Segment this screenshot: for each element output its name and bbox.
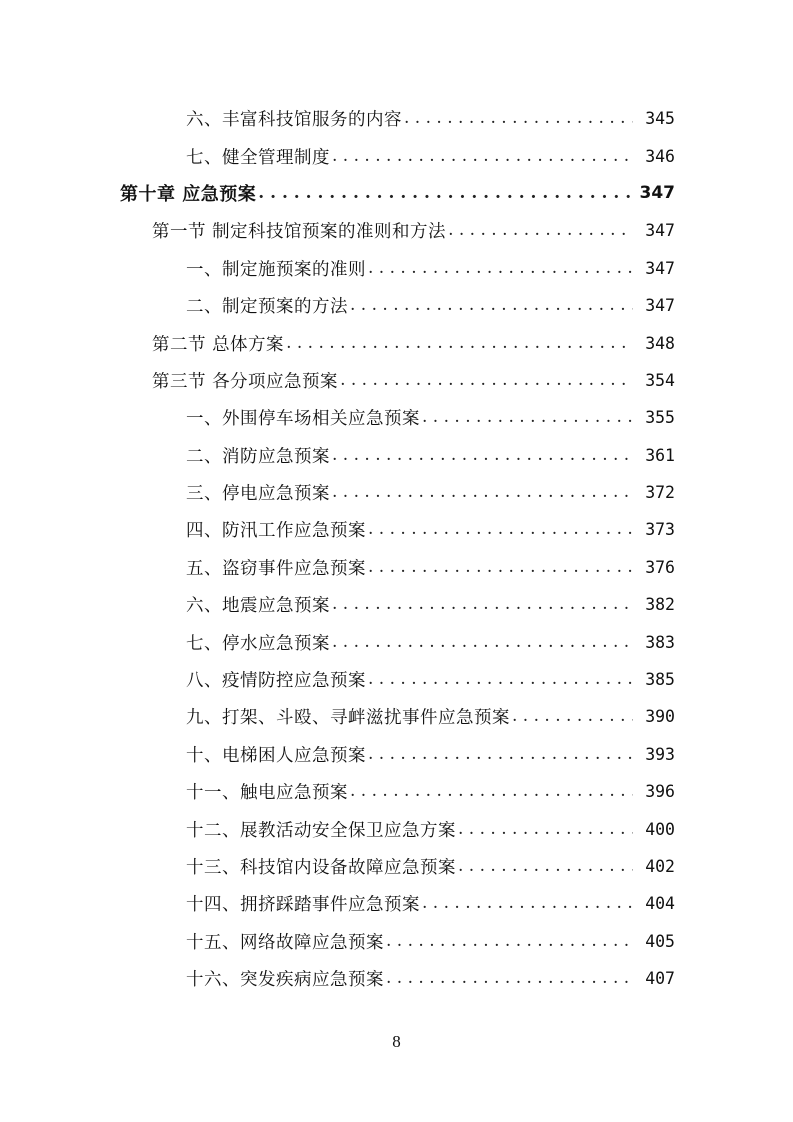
dot-leader — [512, 708, 633, 725]
toc-entry-title: 六、丰富科技馆服务的内容 — [186, 110, 402, 131]
toc-entry-page: 383 — [645, 632, 675, 652]
toc-entry-title: 六、地震应急预案 — [186, 596, 330, 617]
toc-entry-title: 十一、触电应急预案 — [186, 783, 348, 804]
toc-section-entry[interactable] — [0, 362, 675, 399]
toc-entry-title: 十三、科技馆内设备故障应急预案 — [186, 858, 456, 878]
toc-entry-title: 十五、网络故障应急预案 — [186, 932, 384, 953]
toc-entry-page: 373 — [645, 520, 675, 540]
dot-leader — [368, 671, 633, 688]
toc-entry[interactable] — [0, 511, 675, 548]
toc-entry-page: 407 — [645, 969, 675, 989]
toc-entry[interactable] — [0, 287, 675, 324]
dot-leader — [340, 372, 633, 389]
toc-entry-title: 十二、展教活动安全保卫应急方案 — [186, 820, 456, 841]
toc-entry-page: 396 — [645, 782, 675, 802]
dot-leader — [422, 895, 633, 912]
toc-entry-title: 一、制定施预案的准则 — [186, 259, 366, 280]
dot-leader — [368, 260, 633, 277]
dot-leader — [332, 634, 633, 651]
toc-entry-page: 361 — [645, 445, 675, 465]
toc-entry[interactable] — [0, 399, 675, 436]
dot-leader — [332, 484, 633, 501]
toc-entry[interactable] — [0, 810, 675, 847]
toc-entry[interactable] — [0, 586, 675, 623]
toc-entry-page: 354 — [645, 370, 675, 390]
toc-entry-page: 390 — [645, 707, 675, 727]
toc-entry-title: 七、停水应急预案 — [186, 633, 330, 654]
toc-entry[interactable] — [0, 848, 675, 885]
toc-entry-title: 十六、突发疾病应急预案 — [186, 970, 384, 991]
toc-entry[interactable] — [0, 137, 675, 174]
dot-leader — [448, 222, 633, 239]
toc-entry-page: 345 — [645, 109, 675, 129]
dot-leader — [350, 783, 633, 800]
toc-chapter-title: 第十章 应急预案 — [120, 184, 257, 206]
toc-entry-page: 376 — [645, 557, 675, 577]
dot-leader — [422, 409, 633, 426]
toc-entry[interactable] — [0, 100, 675, 137]
toc-entry-page: 348 — [645, 333, 675, 353]
dot-leader — [368, 746, 633, 763]
toc-entry[interactable] — [0, 549, 675, 586]
toc-section-title: 第三节 各分项应急预案 — [152, 371, 339, 392]
dot-leader — [286, 335, 633, 352]
toc-entry-page: 404 — [645, 894, 675, 914]
toc-entry-page: 405 — [645, 931, 675, 951]
toc-entry[interactable] — [0, 698, 675, 735]
toc-entry-title: 十、电梯困人应急预案 — [186, 745, 366, 766]
toc-entry[interactable] — [0, 250, 675, 287]
toc-entry-title: 九、打架、斗殴、寻衅滋扰事件应急预案 — [186, 708, 510, 729]
dot-leader — [368, 521, 633, 538]
dot-leader — [332, 447, 633, 464]
toc-entry-title: 一、外围停车场相关应急预案 — [186, 409, 420, 430]
toc-entry-page: 393 — [645, 744, 675, 764]
toc-entry-page: 347 — [645, 221, 675, 241]
toc-entry-title: 三、停电应急预案 — [186, 484, 330, 505]
toc-entry-title: 十四、拥挤踩踏事件应急预案 — [186, 895, 420, 916]
toc-entry[interactable] — [0, 736, 675, 773]
toc-entry-title: 四、防汛工作应急预案 — [186, 521, 366, 542]
toc-entry-page: 347 — [639, 183, 675, 204]
dot-leader — [386, 933, 633, 950]
toc-entry-page: 385 — [645, 670, 675, 690]
dot-leader — [386, 970, 633, 987]
toc-entry-page: 402 — [645, 857, 675, 876]
toc-chapter-entry[interactable] — [0, 175, 675, 212]
toc-entry-title: 二、制定预案的方法 — [186, 297, 348, 318]
toc-entry-title: 五、盗窃事件应急预案 — [186, 558, 366, 579]
toc-entry-page: 400 — [645, 819, 675, 839]
toc-entry-page: 347 — [645, 258, 675, 278]
dot-leader — [258, 185, 633, 202]
toc-entry-page: 355 — [645, 408, 675, 428]
toc-section-entry[interactable] — [0, 324, 675, 361]
toc-entry[interactable] — [0, 437, 675, 474]
page-number: 8 — [392, 1032, 401, 1051]
toc-entry-title: 七、健全管理制度 — [186, 147, 330, 168]
dot-leader — [350, 297, 633, 314]
toc-entry[interactable] — [0, 623, 675, 660]
toc-entry[interactable] — [0, 923, 675, 960]
toc-entry[interactable] — [0, 773, 675, 810]
dot-leader — [458, 821, 633, 838]
dot-leader — [332, 596, 633, 613]
dot-leader — [368, 559, 633, 576]
toc-entry-page: 372 — [645, 483, 675, 503]
toc-section-title: 第一节 制定科技馆预案的准则和方法 — [152, 222, 447, 243]
toc-entry-page: 382 — [645, 595, 675, 615]
toc-entry-title: 二、消防应急预案 — [186, 446, 330, 467]
toc-section-title: 第二节 总体方案 — [152, 334, 285, 355]
toc-entry[interactable] — [0, 661, 675, 698]
table-of-contents — [0, 100, 793, 997]
toc-entry-title: 八、疫情防控应急预案 — [186, 671, 366, 692]
toc-entry[interactable] — [0, 960, 675, 997]
toc-section-entry[interactable] — [0, 212, 675, 249]
toc-entry-page: 346 — [645, 146, 675, 166]
toc-entry[interactable] — [0, 474, 675, 511]
dot-leader — [404, 110, 633, 127]
dot-leader — [458, 858, 633, 875]
toc-entry-page: 347 — [645, 296, 675, 316]
dot-leader — [332, 148, 633, 165]
toc-entry[interactable] — [0, 885, 675, 922]
